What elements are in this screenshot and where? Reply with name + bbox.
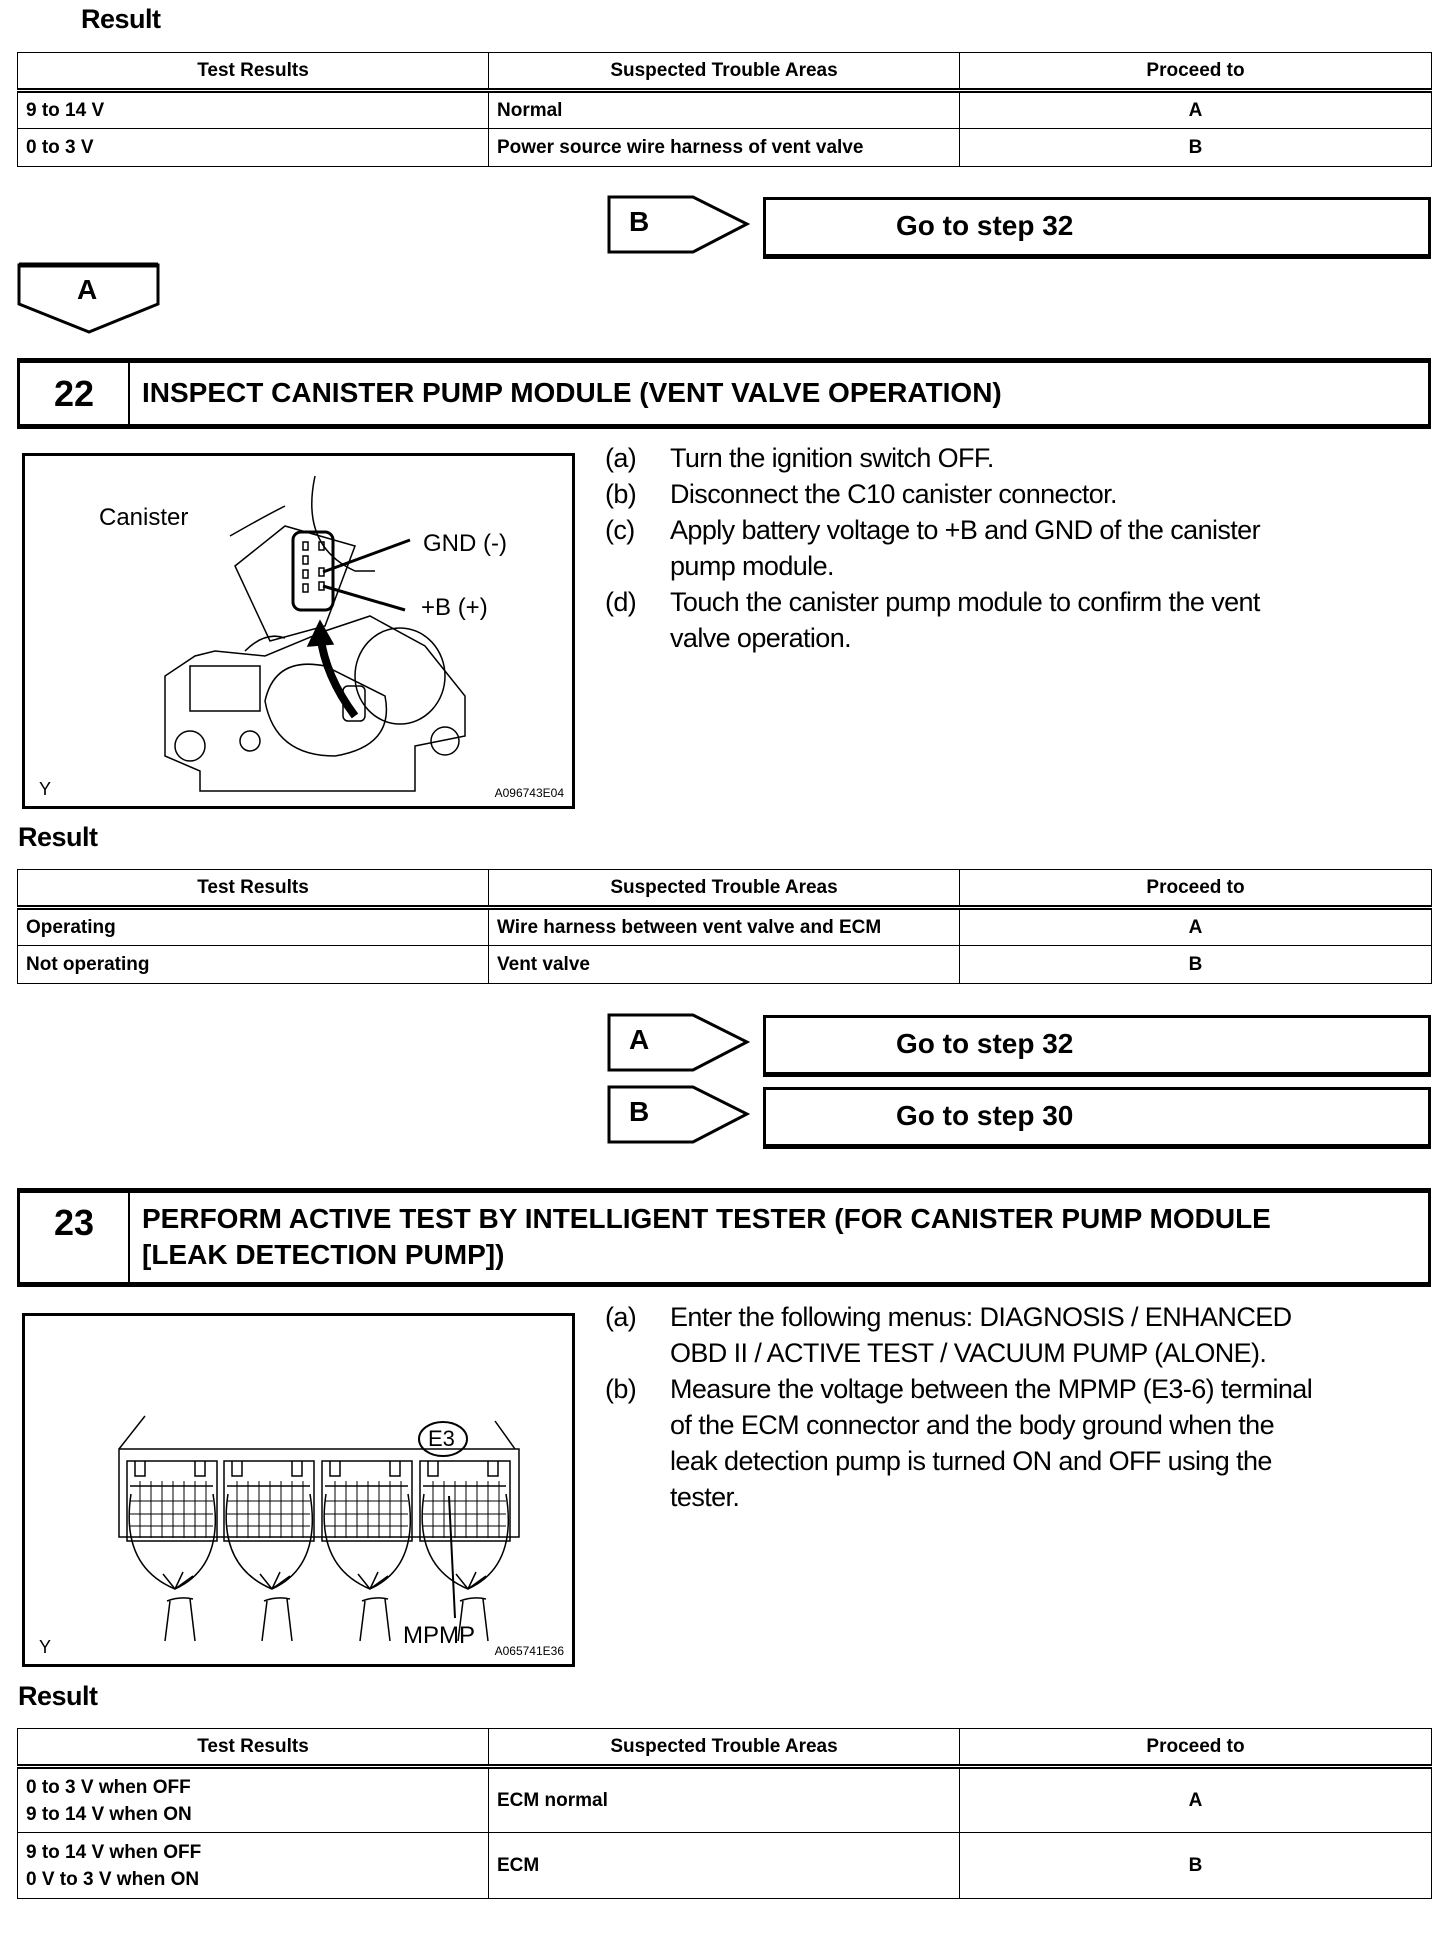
test-result-cell	[18, 1833, 489, 1899]
proceed-to-cell: A	[960, 1767, 1432, 1833]
canister-illustration	[22, 453, 575, 809]
view-label: Y	[39, 779, 52, 799]
title-line: PERFORM ACTIVE TEST BY INTELLIGENT TESTER (FOR CANISTER PUMP MODULE	[142, 1203, 1271, 1234]
view-label: Y	[39, 1637, 52, 1657]
column-header: Proceed to	[960, 1729, 1432, 1767]
mpmp-terminal-label: MPMP	[403, 1622, 475, 1649]
test-result-cell	[18, 1767, 489, 1833]
instruction-item	[605, 512, 1445, 584]
table-row	[18, 1767, 1432, 1833]
go-to-step-button[interactable]	[763, 1015, 1431, 1077]
result-heading: Result	[81, 4, 161, 34]
step-23-instructions	[605, 1299, 1445, 1515]
test-result-line: 0 to 3 V when OFF	[26, 1776, 191, 1798]
go-to-step-label: Go to step 32	[896, 210, 1074, 241]
column-header: Test Results	[18, 1729, 489, 1767]
test-result-cell: Operating	[18, 908, 489, 946]
column-header: Suspected Trouble Areas	[489, 53, 960, 91]
figure-code: A065741E36	[494, 1644, 564, 1658]
branch-b-arrow[interactable]	[607, 195, 750, 254]
column-header: Test Results	[18, 870, 489, 908]
instruction-item	[605, 1371, 1445, 1515]
step-23-header	[17, 1188, 1431, 1287]
item-label: (a)	[605, 1302, 637, 1332]
step-number: 22	[20, 363, 130, 424]
step-22-header	[17, 358, 1431, 429]
go-to-step-button[interactable]	[763, 197, 1431, 259]
go-to-step-label: Go to step 32	[896, 1028, 1074, 1059]
trouble-area-cell: ECM	[489, 1833, 960, 1899]
instruction-line: of the ECM connector and the body ground when the	[670, 1410, 1275, 1440]
item-label: (c)	[605, 515, 635, 545]
branch-label: A	[629, 1024, 650, 1055]
table-row	[18, 129, 1432, 167]
test-result-line: 9 to 14 V when ON	[26, 1803, 192, 1825]
proceed-to-cell: A	[960, 91, 1432, 129]
canister-label: Canister	[99, 504, 189, 531]
step-title	[142, 1201, 1418, 1273]
branch-a-arrow[interactable]	[607, 1013, 750, 1072]
table-row	[18, 1833, 1432, 1899]
instruction-line: tester.	[670, 1482, 740, 1512]
column-header: Proceed to	[960, 870, 1432, 908]
test-result-cell: 9 to 14 V	[18, 91, 489, 129]
proceed-to-cell: B	[960, 1833, 1432, 1899]
instruction-item	[605, 440, 1445, 476]
trouble-area-cell: Normal	[489, 91, 960, 129]
test-result-line: 9 to 14 V when OFF	[26, 1841, 202, 1863]
proceed-to-cell: B	[960, 129, 1432, 167]
item-label: (b)	[605, 1374, 637, 1404]
instruction-item	[605, 476, 1445, 512]
go-to-step-button[interactable]	[763, 1087, 1431, 1149]
trouble-area-cell: Vent valve	[489, 946, 960, 984]
result-heading: Result	[18, 822, 98, 852]
instruction-line: Disconnect the C10 canister connector.	[670, 479, 1117, 509]
figure-code: A096743E04	[494, 786, 564, 800]
instruction-item	[605, 584, 1445, 656]
table-row	[18, 908, 1432, 946]
result-table-1	[17, 52, 1432, 167]
trouble-area-cell: Wire harness between vent valve and ECM	[489, 908, 960, 946]
result-table-2	[17, 869, 1432, 984]
proceed-to-cell: B	[960, 946, 1432, 984]
test-result-cell: Not operating	[18, 946, 489, 984]
instruction-line: pump module.	[670, 551, 834, 581]
plus-b-label: +B (+)	[421, 594, 488, 621]
column-header: Suspected Trouble Areas	[489, 870, 960, 908]
step-title: INSPECT CANISTER PUMP MODULE (VENT VALVE OPERATION)	[142, 377, 1002, 408]
instruction-line: leak detection pump is turned ON and OFF using the	[670, 1446, 1272, 1476]
branch-a-down-arrow[interactable]	[17, 262, 162, 334]
item-label: (a)	[605, 443, 637, 473]
column-header: Proceed to	[960, 53, 1432, 91]
instruction-line: Touch the canister pump module to confirm the vent	[670, 587, 1260, 617]
column-header: Test Results	[18, 53, 489, 91]
title-line: [LEAK DETECTION PUMP])	[142, 1239, 505, 1270]
connector-e3-label: E3	[428, 1426, 455, 1451]
step-22-instructions	[605, 440, 1445, 656]
go-to-step-label: Go to step 30	[896, 1100, 1074, 1131]
branch-label: B	[629, 1096, 650, 1127]
test-result-cell: 0 to 3 V	[18, 129, 489, 167]
gnd-label: GND (-)	[423, 530, 507, 557]
instruction-line: valve operation.	[670, 623, 852, 653]
instruction-item	[605, 1299, 1445, 1371]
table-row	[18, 91, 1432, 129]
trouble-area-cell: Power source wire harness of vent valve	[489, 129, 960, 167]
proceed-to-cell: A	[960, 908, 1432, 946]
ecm-connector-illustration	[22, 1313, 575, 1667]
instruction-line: Enter the following menus: DIAGNOSIS / ENHANCED	[670, 1302, 1292, 1332]
branch-b-arrow[interactable]	[607, 1085, 750, 1144]
instruction-line: Measure the voltage between the MPMP (E3-6) terminal	[670, 1374, 1313, 1404]
instruction-line: OBD II / ACTIVE TEST / VACUUM PUMP (ALONE).	[670, 1338, 1267, 1368]
result-heading: Result	[18, 1681, 98, 1711]
step-number: 23	[20, 1193, 130, 1282]
trouble-area-cell: ECM normal	[489, 1767, 960, 1833]
result-table-3	[17, 1728, 1432, 1899]
item-label: (d)	[605, 587, 637, 617]
test-result-line: 0 V to 3 V when ON	[26, 1868, 200, 1890]
instruction-line: Apply battery voltage to +B and GND of the canister	[670, 515, 1260, 545]
branch-label: A	[77, 274, 98, 305]
branch-label: B	[629, 206, 650, 237]
instruction-line: Turn the ignition switch OFF.	[670, 443, 994, 473]
table-row	[18, 946, 1432, 984]
column-header: Suspected Trouble Areas	[489, 1729, 960, 1767]
item-label: (b)	[605, 479, 637, 509]
